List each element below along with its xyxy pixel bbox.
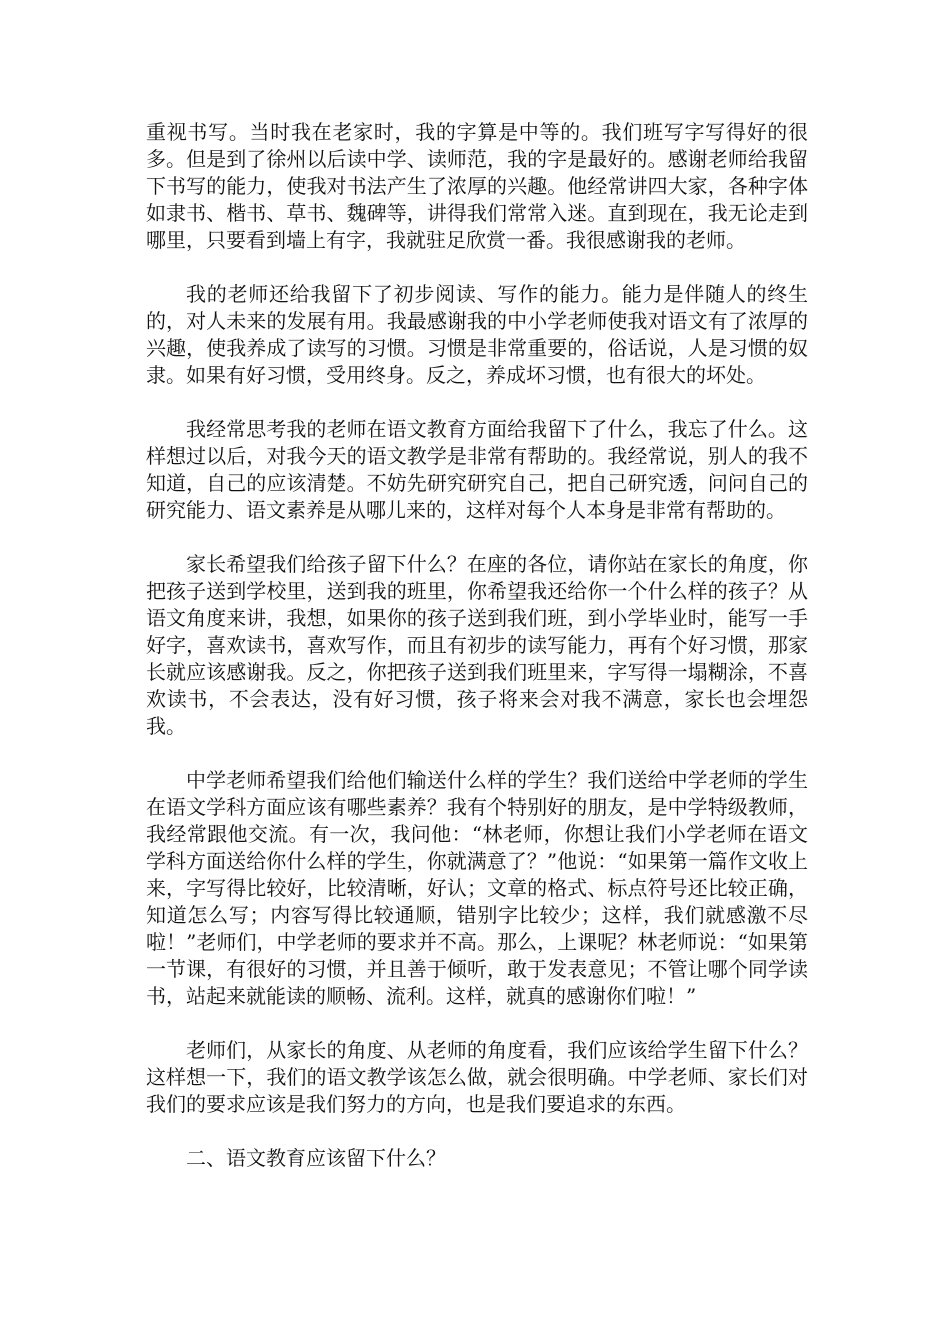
paragraph-1: 重视书写。当时我在老家时，我的字算是中等的。我们班写字写得好的很多。但是到了徐州以后读中学、读师范，我的字是最好的。感谢老师给我留下书写的能力，使我对书法产生了浓厚的兴趣。他经常讲四大家，各种字体如隶书、楷书、草书、魏碑等，讲得我们常常入迷。直到现在，我无论走到哪里，只要看到墙上有字，我就驻足欣赏一番。我很感谢我的老师。: [146, 120, 808, 252]
document-page: [146, 119, 808, 1172]
paragraph-4: 家长希望我们给孩子留下什么？在座的各位，请你站在家长的角度，你把孩子送到学校里，送到我的班里，你希望我还给你一个什么样的孩子？从语文角度来讲，我想，如果你的孩子送到我们班，到小学毕业时，能写一手好字，喜欢读书，喜欢写作，而且有初步的读写能力，再有个好习惯，那家长就应该感谢我。反之，你把孩子送到我们班里来，字写得一塌糊涂，不喜欢读书，不会表达，没有好习惯，孩子将来会对我不满意，家长也会埋怨我。: [146, 552, 808, 738]
paragraph-2: 我的老师还给我留下了初步阅读、写作的能力。能力是伴随人的终生的，对人未来的发展有用。我最感谢我的中小学老师使我对语文有了浓厚的兴趣，使我养成了读写的习惯。习惯是非常重要的，俗话说，人是习惯的奴隶。如果有好习惯，受用终身。反之，养成坏习惯，也有很大的坏处。: [146, 282, 808, 387]
section-heading: 二、语文教育应该留下什么？: [186, 1146, 446, 1170]
paragraph-5: 中学老师希望我们给他们输送什么样的学生？我们送给中学老师的学生在语文学科方面应该有哪些素养？我有个特别好的朋友，是中学特级教师，我经常跟他交流。有一次，我问他：“林老师，你想让我们小学老师在语文学科方面送给你什么样的学生，你就满意了？”他说：“如果第一篇作文收上来，字写得比较好，比较清晰，好认；文章的格式、标点符号还比较正确，知道怎么写；内容写得比较通顺，错别字比较少；这样，我们就感激不尽啦！”老师们，中学老师的要求并不高。那么，上课呢？林老师说：“如果第一节课，有很好的习惯，并且善于倾听，敢于发表意见；不管让哪个同学读书，站起来就能读的顺畅、流利。这样，就真的感谢你们啦！”: [146, 768, 808, 1008]
paragraph-3: 我经常思考我的老师在语文教育方面给我留下了什么，我忘了什么。这样想过以后，对我今天的语文教学是非常有帮助的。我经常说，别人的我不知道，自己的应该清楚。不妨先研究研究自己，把自己研究透，问问自己的研究能力、语文素养是从哪儿来的，这样对每个人本身是非常有帮助的。: [146, 417, 808, 522]
paragraph-6: 老师们，从家长的角度、从老师的角度看，我们应该给学生留下什么？这样想一下，我们的语文教学该怎么做，就会很明确。中学老师、家长们对我们的要求应该是我们努力的方向，也是我们要追求的东西。: [146, 1038, 808, 1116]
